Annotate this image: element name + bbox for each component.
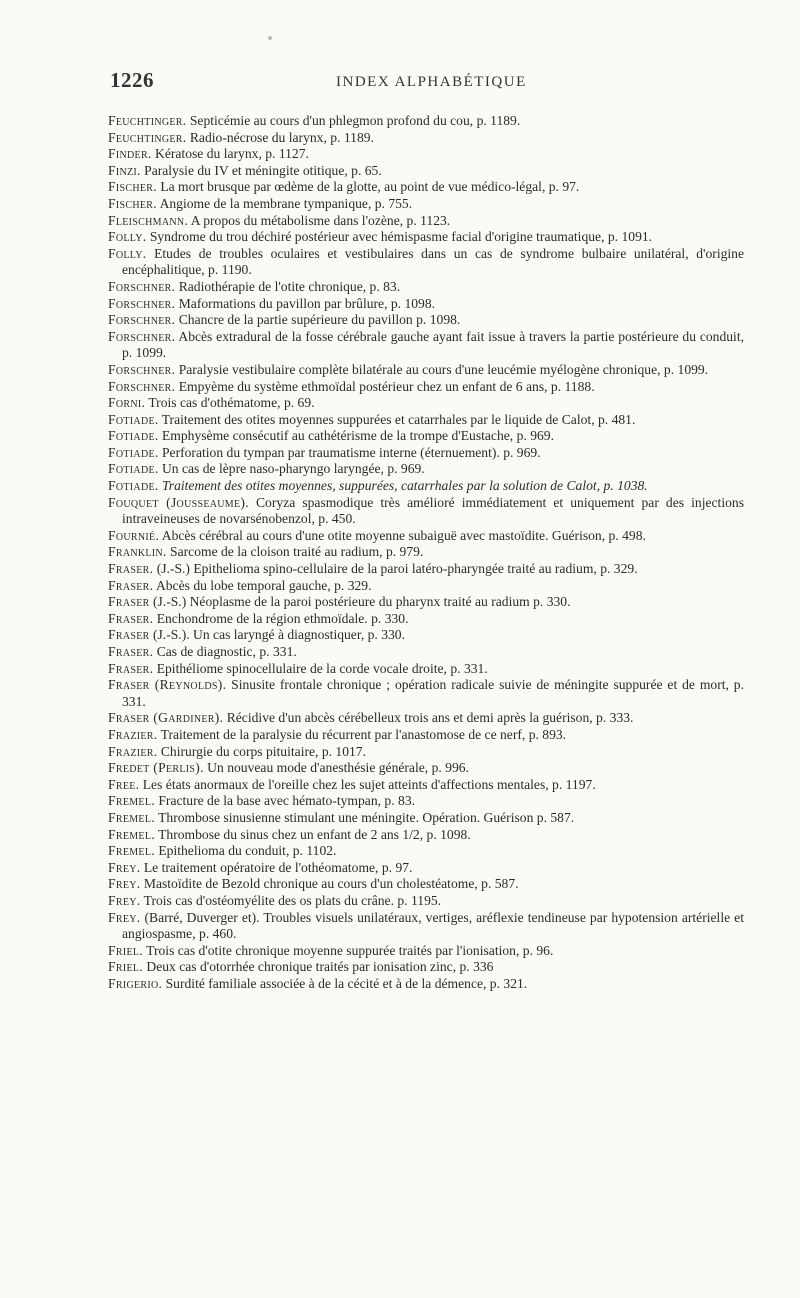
entry-text: Abcès cérébral au cours d'une otite moyenne subaiguë avec mastoïdite. Guérison, p. 498.: [159, 527, 646, 543]
index-entry: [108, 760, 744, 777]
entry-text: Sarcome de la cloison traité au radium, p. 979.: [166, 544, 424, 560]
index-entry: [108, 627, 744, 644]
index-entry: [108, 860, 744, 877]
entry-author: Forschner.: [108, 378, 176, 394]
entry-text: Empyème du système ethmoïdal postérieur chez un enfant de 6 ans, p. 1188.: [175, 378, 595, 394]
entry-text: Un nouveau mode d'anesthésie générale, p. 996.: [203, 760, 469, 776]
entry-author: Frigerio.: [108, 975, 163, 991]
index-entry: [108, 213, 744, 230]
index-entry: [108, 196, 744, 213]
index-entry: [108, 661, 744, 678]
entry-author: Fraser (Gardiner).: [108, 710, 224, 726]
index-entry: [108, 461, 744, 478]
entry-author: Fraser.: [108, 660, 154, 676]
entry-text: Récidive d'un abcès cérébelleux trois ans et demi après la guérison, p. 333.: [223, 710, 634, 726]
entry-author: Fouquet (Jousseaume).: [108, 494, 249, 510]
entry-text: (J.-S.) Néoplasme de la paroi postérieure du pharynx traité au radium p. 330.: [149, 594, 571, 610]
entry-text: (Barré, Duverger et). Troubles visuels unilatéraux, vertiges, aréflexie tendineuse par hypotension artérielle et angiospasme, p. 460.: [122, 909, 744, 942]
index-entry: [108, 279, 744, 296]
index-entry: [108, 113, 744, 130]
entry-text: Chancre de la partie supérieure du pavillon p. 1098.: [175, 312, 461, 328]
index-entry: [108, 528, 744, 545]
index-entry: [108, 296, 744, 313]
entry-text: Kératose du larynx, p. 1127.: [151, 146, 309, 162]
entry-text: (J.-S.) Epithelioma spino-cellulaire de la paroi latéro-pharyngée traité au radium, p. 329.: [153, 561, 638, 577]
entry-text: Trois cas d'otite chronique moyenne suppurée traités par l'ionisation, p. 96.: [142, 942, 554, 958]
index-entry: [108, 910, 744, 943]
entry-author: Frazier.: [108, 743, 158, 759]
entry-author: Forni.: [108, 395, 146, 411]
entry-author: Forschner.: [108, 278, 176, 294]
index-entry: [108, 445, 744, 462]
entry-author: Fraser: [108, 627, 150, 643]
running-head: INDEX ALPHABÉTIQUE: [336, 74, 527, 90]
entry-author: Franklin.: [108, 544, 167, 560]
entry-author: Forschner.: [108, 361, 176, 377]
entry-author: Fraser.: [108, 577, 154, 593]
entry-author: Frey.: [108, 892, 141, 908]
entry-text: Surdité familiale associée à de la cécité et à de la démence, p. 321.: [162, 975, 528, 991]
index-entry: [108, 478, 744, 495]
index-entry: [108, 428, 744, 445]
entry-author: Friel.: [108, 959, 143, 975]
entry-author: Fotiade.: [108, 428, 159, 444]
index-entry: [108, 810, 744, 827]
index-entry: [108, 959, 744, 976]
entry-text: Radio-nécrose du larynx, p. 1189.: [186, 129, 374, 145]
index-entry: [108, 312, 744, 329]
index-entry: [108, 246, 744, 279]
index-entry: [108, 727, 744, 744]
entry-author: Fleischmann.: [108, 212, 189, 228]
entry-author: Finder.: [108, 146, 152, 162]
entry-author: Fremel.: [108, 843, 155, 859]
index-entry: [108, 561, 744, 578]
index-entry: [108, 395, 744, 412]
entry-text: Trois cas d'ostéomyélite des os plats du crâne. p. 1195.: [140, 892, 442, 908]
index-entry: [108, 777, 744, 794]
entry-text: Paralysie du IV et méningite otitique, p. 65.: [140, 162, 382, 178]
index-entry: [108, 793, 744, 810]
entry-author: Fotiade.: [108, 478, 159, 494]
entry-text: Emphysème consécutif au cathétérisme de la trompe d'Eustache, p. 969.: [158, 428, 554, 444]
index-entry: [108, 976, 744, 993]
index-entry: [108, 876, 744, 893]
entry-text: Mastoïdite de Bezold chronique au cours d'un cholestéatome, p. 587.: [140, 876, 519, 892]
entry-text: A propos du métabolisme dans l'ozène, p. 1123.: [188, 212, 451, 228]
entry-text: Maformations du pavillon par brûlure, p. 1098.: [175, 295, 436, 311]
entry-text: Chirurgie du corps pituitaire, p. 1017.: [157, 743, 367, 759]
index-entry: [108, 578, 744, 595]
index-entry: [108, 146, 744, 163]
page-number: 1226: [110, 68, 154, 92]
entry-author: Folly.: [108, 229, 147, 245]
entry-text: Thrombose du sinus chez un enfant de 2 ans 1/2, p. 1098.: [154, 826, 471, 842]
entry-author: Fraser: [108, 594, 150, 610]
entry-author: Fischer.: [108, 195, 157, 211]
index-entry: [108, 362, 744, 379]
entry-text: Le traitement opératoire de l'othéomatome, p. 97.: [140, 859, 413, 875]
index-entry: [108, 677, 744, 710]
index-entry: [108, 329, 744, 362]
entry-text: Etudes de troubles oculaires et vestibulaires dans un cas de syndrome bulbaire unilatéral, d'origine encéphalitique, p. 1190.: [122, 245, 744, 278]
index-entry: [108, 179, 744, 196]
entry-text: Paralysie vestibulaire complète bilatérale au cours d'une leucémie myélogène chronique, p. 1099.: [175, 361, 709, 377]
entry-author: Fraser.: [108, 610, 154, 626]
entry-author: Fredet (Perlis).: [108, 760, 204, 776]
index-entry: [108, 644, 744, 661]
entry-text: La mort brusque par œdème de la glotte, au point de vue médico-légal, p. 97.: [156, 179, 580, 195]
entry-text: Sinusite frontale chronique ; opération radicale suivie de méningite suppurée et de mort, p. 331.: [122, 677, 744, 709]
entry-text: Traitement de la paralysie du récurrent par l'anastomose de ce nerf, p. 893.: [157, 726, 567, 742]
entry-text: Traitement des otites moyennes suppurées et catarrhales par le liquide de Calot, p. 481.: [158, 411, 636, 427]
entry-author: Fraser.: [108, 561, 154, 577]
index-entry: [108, 130, 744, 147]
entry-author: Friel.: [108, 942, 143, 958]
entry-author: Folly.: [108, 245, 147, 261]
entry-text: Traitement des otites moyennes, suppurées, catarrhales par la solution de Calot, p. 1038.: [158, 478, 648, 494]
entry-author: Forschner.: [108, 312, 176, 328]
entry-author: Frey.: [108, 876, 141, 892]
entry-author: Forschner.: [108, 328, 176, 344]
index-entry: [108, 594, 744, 611]
entry-author: Forschner.: [108, 295, 176, 311]
entry-author: Fournié.: [108, 527, 160, 543]
index-entry: [108, 710, 744, 727]
index-entry: [108, 229, 744, 246]
entry-text: Syndrome du trou déchiré postérieur avec hémispasme facial d'origine traumatique, p. 1091.: [146, 229, 653, 245]
entry-text: Epithelioma du conduit, p. 1102.: [154, 843, 337, 859]
entry-text: Cas de diagnostic, p. 331.: [153, 644, 297, 659]
index-entry: [108, 843, 744, 860]
entry-text: Fracture de la base avec hémato-tympan, p. 83.: [154, 793, 416, 809]
entry-author: Frazier.: [108, 726, 158, 742]
entry-text: Coryza spasmodique très amélioré immédiatement et uniquement par des injections intraveineuses de novarsénobenzol, p. 450.: [122, 494, 744, 527]
index-entry: [108, 495, 744, 528]
entry-text: Thrombose sinusienne stimulant une méningite. Opération. Guérison p. 587.: [154, 809, 575, 825]
index-entry: [108, 744, 744, 761]
entry-text: Epithéliome spinocellulaire de la corde vocale droite, p. 331.: [153, 660, 488, 676]
index-entry: [108, 827, 744, 844]
entry-text: Enchondrome de la région ethmoïdale. p. 330.: [153, 610, 409, 626]
entry-author: Fotiade.: [108, 461, 159, 477]
index-entries: [108, 113, 744, 992]
index-entry: [108, 611, 744, 628]
entry-author: Fischer.: [108, 179, 157, 195]
entry-text: Angiome de la membrane tympanique, p. 755.: [156, 195, 413, 211]
entry-author: Finzi.: [108, 162, 141, 178]
entry-author: Feuchtinger.: [108, 113, 187, 128]
index-entry: [108, 943, 744, 960]
index-entry: [108, 163, 744, 180]
entry-text: Abcès du lobe temporal gauche, p. 329.: [153, 577, 372, 593]
entry-text: Un cas de lèpre naso-pharyngo laryngée, p. 969.: [158, 461, 425, 477]
entry-author: Fremel.: [108, 826, 155, 842]
entry-author: Fotiade.: [108, 411, 159, 427]
entry-text: Les états anormaux de l'oreille chez les sujet atteints d'affections mentales, p. 1197.: [139, 776, 596, 792]
entry-text: (J.-S.). Un cas laryngé à diagnostiquer, p. 330.: [149, 627, 406, 643]
index-entry: [108, 412, 744, 429]
entry-text: Trois cas d'othématome, p. 69.: [145, 395, 315, 411]
entry-author: Fremel.: [108, 809, 155, 825]
print-speck: [268, 36, 272, 40]
entry-author: Free.: [108, 776, 140, 792]
entry-text: Septicémie au cours d'un phlegmon profond du cou, p. 1189.: [186, 113, 521, 128]
entry-author: Fraser.: [108, 644, 154, 659]
entry-text: Deux cas d'otorrhée chronique traités par ionisation zinc, p. 336: [142, 959, 494, 975]
entry-text: Radiothérapie de l'otite chronique, p. 83.: [175, 278, 401, 294]
entry-text: Abcès extradural de la fosse cérébrale gauche ayant fait issue à travers la partie postérieure du conduit, p. 1099.: [122, 328, 744, 361]
index-entry: [108, 544, 744, 561]
entry-author: Fraser (Reynolds).: [108, 677, 227, 693]
entry-author: Feuchtinger.: [108, 129, 187, 145]
index-entry: [108, 893, 744, 910]
entry-author: Fotiade.: [108, 444, 159, 460]
index-entry: [108, 379, 744, 396]
entry-author: Frey.: [108, 909, 141, 925]
entry-text: Perforation du tympan par traumatisme interne (éternuement). p. 969.: [158, 444, 541, 460]
entry-author: Fremel.: [108, 793, 155, 809]
entry-author: Frey.: [108, 859, 141, 875]
